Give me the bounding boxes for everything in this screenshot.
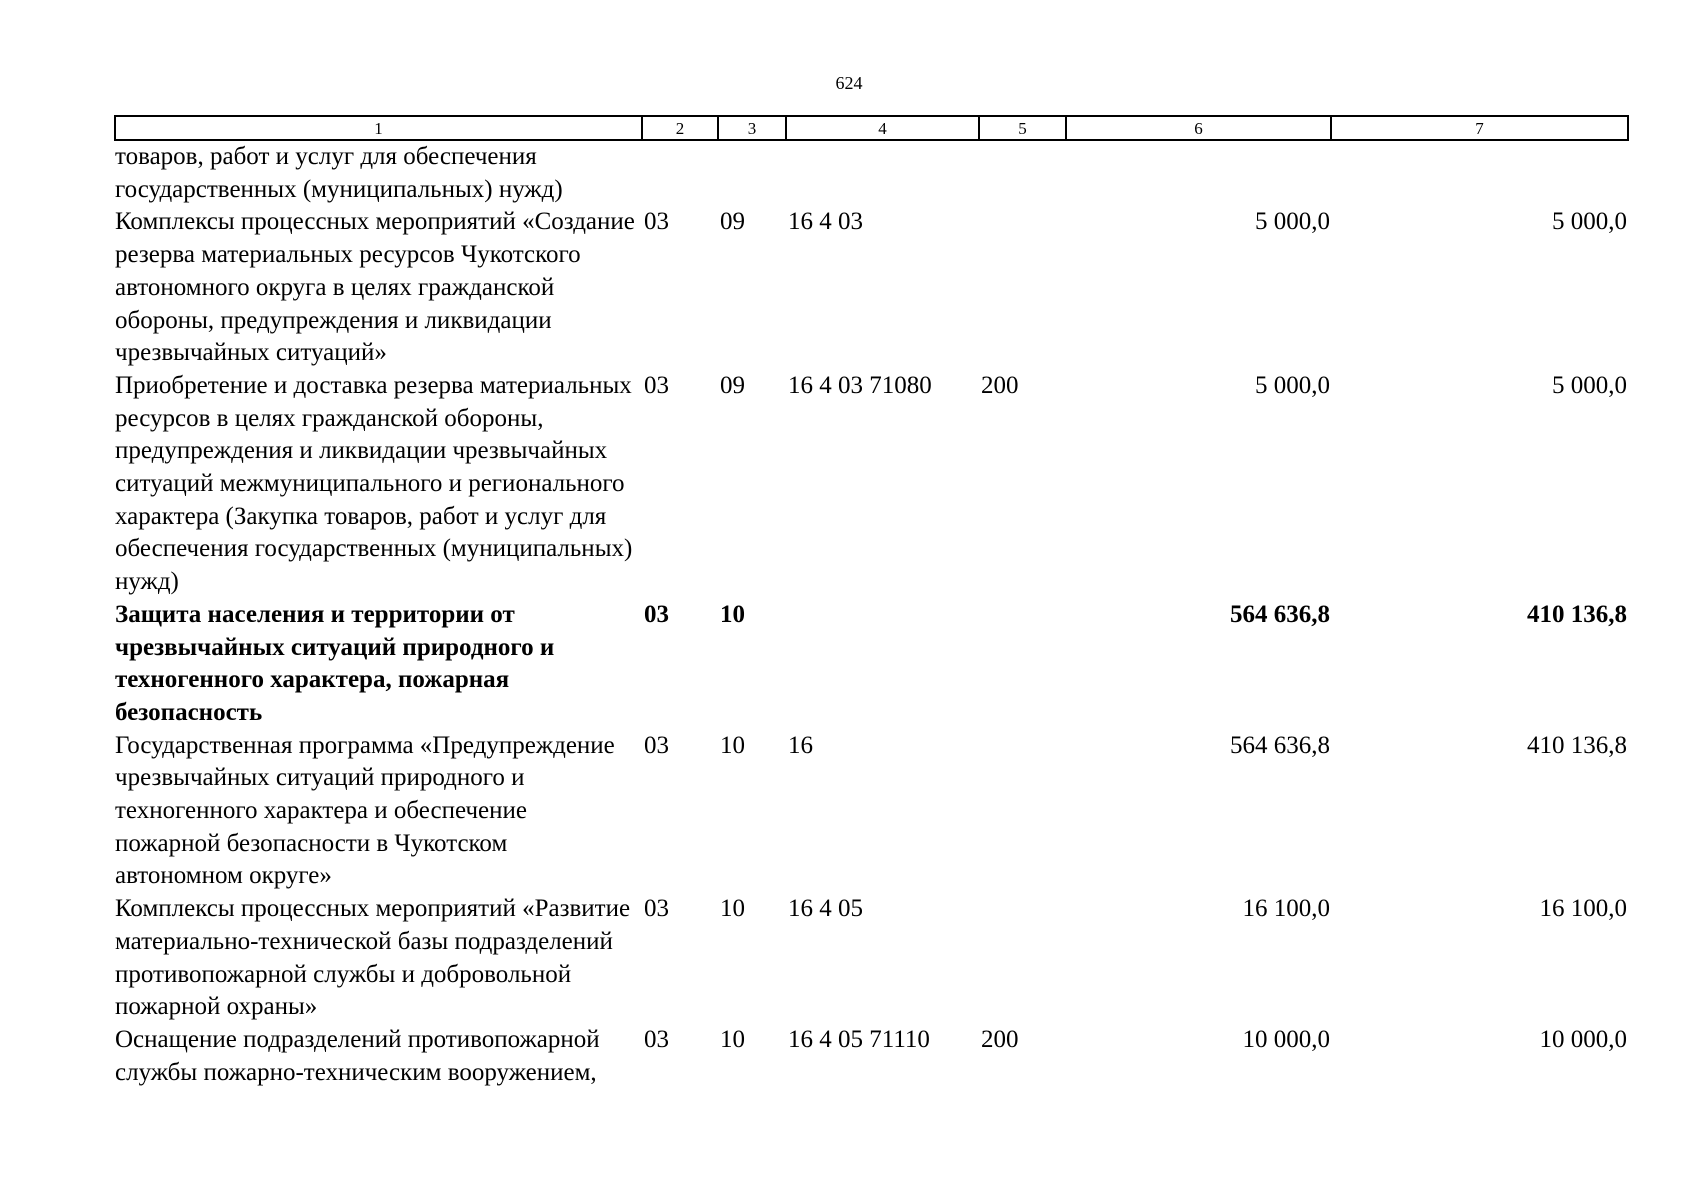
column-header-2: 2 [642, 116, 718, 140]
row-amount-2: 10 000,0 [1539, 1025, 1627, 1053]
row-section-code: 03 [644, 371, 669, 399]
row-subsection-code: 10 [720, 895, 745, 923]
row-amount-2: 5 000,0 [1552, 208, 1627, 236]
row-section-code: 03 [644, 1025, 669, 1053]
row-name: Государственная программа «Предупреждение чрезвычайных ситуаций природного и техногенного характера и обеспечение пожарной безопасности в Чукотском автономном округе» [115, 731, 615, 890]
row-expense-type: 200 [981, 371, 1019, 399]
row-amount-1: 5 000,0 [1255, 371, 1330, 399]
row-amount-1 [1066, 140, 1331, 206]
row-section-code: 03 [644, 600, 669, 628]
row-name: Приобретение и доставка резерва материальных ресурсов в целях гражданской обороны, предупреждения и ликвидации чрезвычайных ситуаций межмуниципального и регионального характера (Закупка товаров, работ и услуг для обеспечения государственных (муниципальных) нужд) [115, 371, 633, 596]
row-target-article: 16 4 05 [788, 895, 863, 923]
row-amount-2: 16 100,0 [1539, 895, 1627, 923]
column-header-7: 7 [1331, 116, 1628, 140]
row-amount-1: 10 000,0 [1242, 1025, 1330, 1053]
row-subsection-code: 09 [720, 371, 745, 399]
row-amount-2: 410 136,8 [1527, 600, 1627, 628]
row-name: товаров, работ и услуг для обеспечения государственных (муниципальных) нужд) [115, 143, 563, 203]
page-number: 624 [835, 73, 863, 93]
row-target-article: 16 4 05 71110 [788, 1025, 930, 1053]
row-expense-type [979, 893, 1066, 1024]
row-subsection-code: 09 [720, 208, 745, 236]
column-header-1: 1 [115, 116, 642, 140]
row-subsection-code: 10 [720, 731, 745, 759]
row-section-code [642, 140, 718, 206]
budget-table [114, 115, 1629, 1089]
row-expense-type [979, 140, 1066, 206]
column-number-header [115, 116, 1628, 140]
row-amount-2 [1331, 140, 1628, 206]
row-expense-type: 200 [981, 1025, 1019, 1053]
column-header-6: 6 [1066, 116, 1331, 140]
row-target-article: 16 4 03 71080 [788, 371, 932, 399]
row-section-code: 03 [644, 731, 669, 759]
column-header-4: 4 [786, 116, 979, 140]
row-name: Защита населения и территории от чрезвычайных ситуаций природного и техногенного характера, пожарная безопасность [115, 600, 555, 726]
row-subsection-code: 10 [720, 600, 745, 628]
row-amount-2: 410 136,8 [1527, 731, 1627, 759]
row-target-article [786, 140, 979, 206]
row-expense-type [979, 730, 1066, 894]
row-amount-1: 16 100,0 [1242, 895, 1330, 923]
row-section-code: 03 [644, 895, 669, 923]
row-amount-1: 5 000,0 [1255, 208, 1330, 236]
row-amount-1: 564 636,8 [1230, 731, 1330, 759]
row-amount-2: 5 000,0 [1552, 371, 1627, 399]
table-row [115, 893, 1628, 1024]
row-subsection-code [718, 140, 786, 206]
table-row [115, 1024, 1628, 1089]
row-target-article [786, 599, 979, 730]
row-target-article: 16 [788, 731, 813, 759]
column-header-5: 5 [979, 116, 1066, 140]
table-row [115, 730, 1628, 894]
row-expense-type [979, 599, 1066, 730]
column-header-3: 3 [718, 116, 786, 140]
row-name: Комплексы процессных мероприятий «Развитие материально-технической базы подразделений противопожарной службы и добровольной пожарной охраны» [115, 895, 631, 1021]
row-amount-1: 564 636,8 [1230, 600, 1330, 628]
row-expense-type [979, 206, 1066, 370]
row-name: Комплексы процессных мероприятий «Создание резерва материальных ресурсов Чукотского автономного округа в целях гражданской обороны, предупреждения и ликвидации чрезвычайных ситуаций» [115, 208, 635, 367]
row-name: Оснащение подразделений противопожарной службы пожарно-техническим вооружением, [115, 1025, 600, 1086]
row-target-article: 16 4 03 [788, 208, 863, 236]
table-row [115, 370, 1628, 599]
row-section-code: 03 [644, 208, 669, 236]
table-row [115, 599, 1628, 730]
table-row [115, 140, 1628, 206]
row-subsection-code: 10 [720, 1025, 745, 1053]
table-row [115, 206, 1628, 370]
